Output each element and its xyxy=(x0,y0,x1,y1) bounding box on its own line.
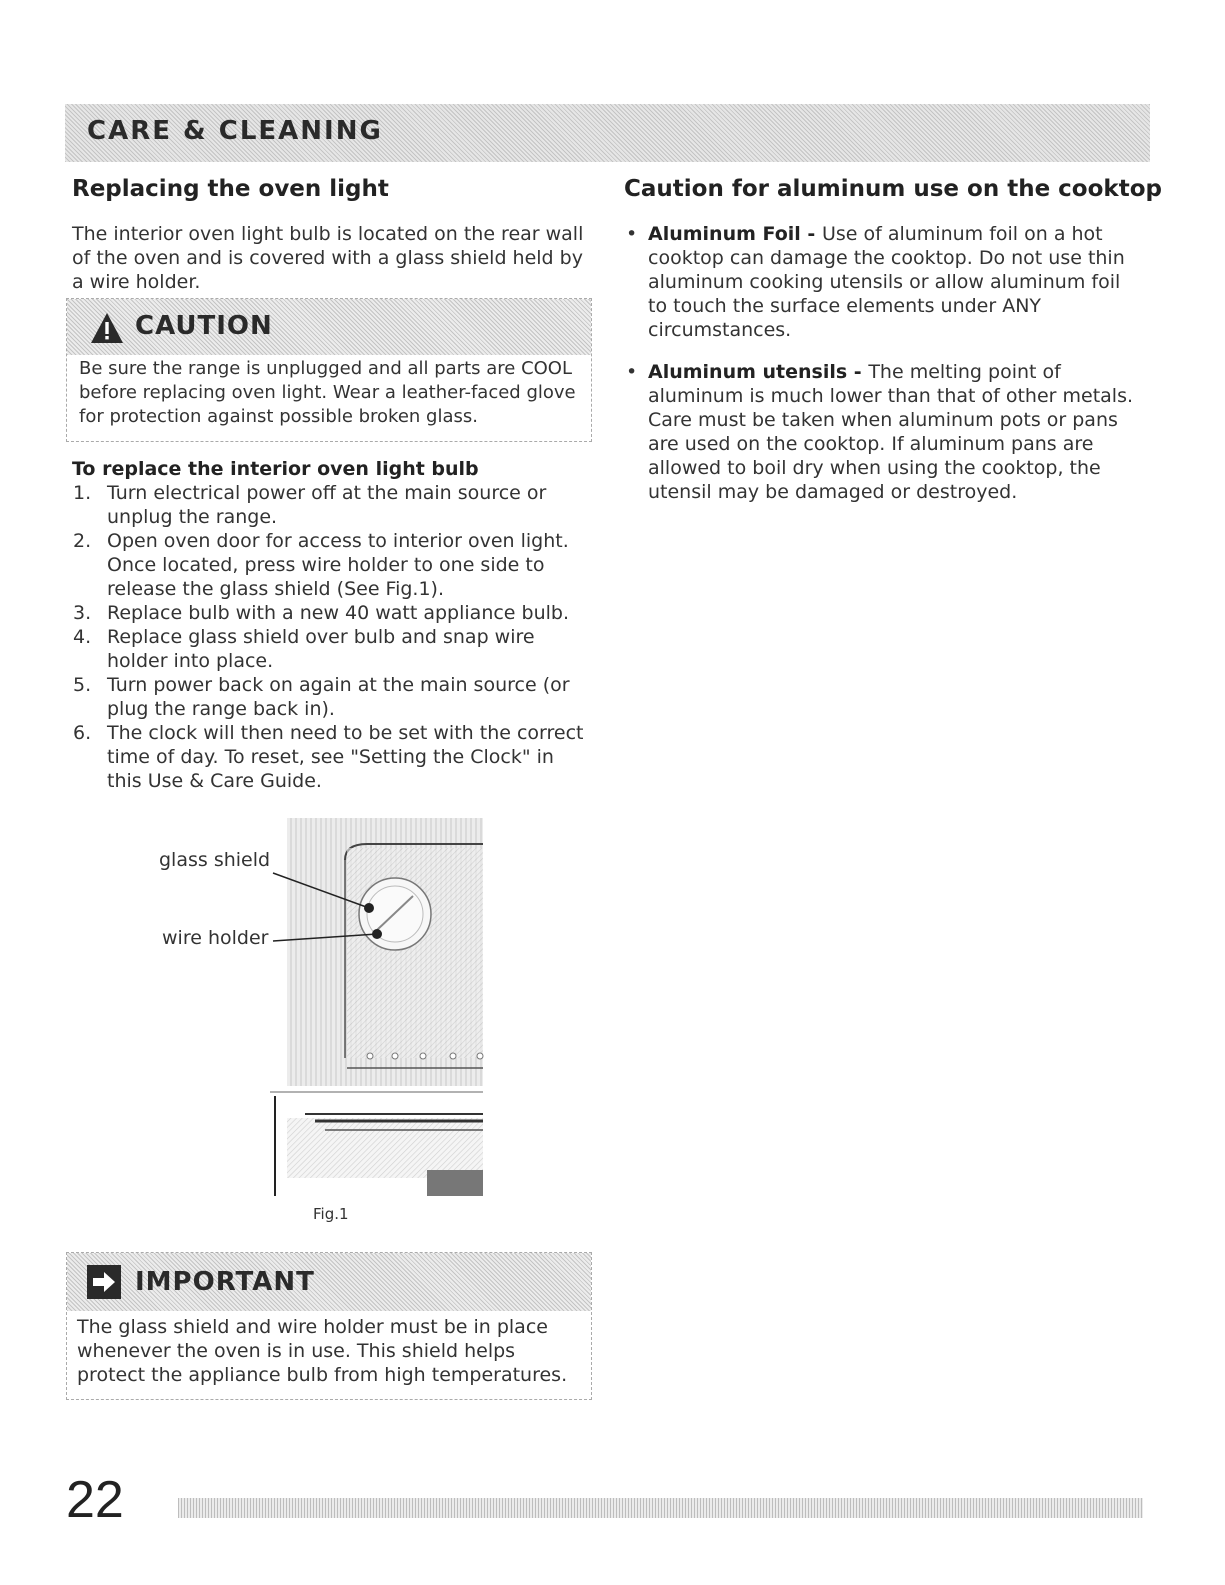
heading-replacing-oven-light: Replacing the oven light xyxy=(72,176,389,202)
caution-box xyxy=(66,298,592,442)
caution-title: CAUTION xyxy=(135,311,273,341)
aluminum-bullets xyxy=(624,222,1144,522)
page-number: 22 xyxy=(66,1471,124,1529)
step-item: 6. The clock will then need to be set with the correct time of day. To reset, see "Setting the Clock" in this Use & Care Guide. xyxy=(73,722,584,792)
bullet-aluminum-foil: • Aluminum Foil - Use of aluminum foil on a hot cooktop can damage the cooktop. Do not use thin aluminum cooking utensils or allow aluminum foil to touch the surface elements under ANY circumstances. xyxy=(624,222,1144,342)
warning-triangle-icon xyxy=(89,311,125,345)
step-item: 2. Open oven door for access to interior oven light. Once located, press wire holder to one side to release the glass shield (See Fig.1). xyxy=(73,530,569,600)
footer-bar xyxy=(178,1498,1143,1518)
step-item: 5. Turn power back on again at the main source (or plug the range back in). xyxy=(73,674,570,720)
subheading-replace-bulb: To replace the interior oven light bulb xyxy=(72,458,479,480)
step-item: 3. Replace bulb with a new 40 watt appliance bulb. xyxy=(73,602,570,624)
steps-list xyxy=(73,481,588,793)
important-header xyxy=(67,1253,591,1311)
section-title: CARE & CLEANING xyxy=(87,116,383,146)
heading-aluminum-caution: Caution for aluminum use on the cooktop xyxy=(624,176,1162,202)
caution-header xyxy=(67,299,591,355)
arrow-right-icon xyxy=(87,1265,121,1299)
step-item: 4. Replace glass shield over bulb and snap wire holder into place. xyxy=(73,626,535,672)
important-title: IMPORTANT xyxy=(135,1267,315,1297)
figure-caption: Fig.1 xyxy=(313,1205,349,1223)
important-text: The glass shield and wire holder must be in place whenever the oven is in use. This shield helps protect the appliance bulb from high temperatures. xyxy=(77,1316,568,1386)
step-item: 1. Turn electrical power off at the main source or unplug the range. xyxy=(73,482,547,528)
intro-paragraph: The interior oven light bulb is located on the rear wall of the oven and is covered with a glass shield held by a wire holder. xyxy=(72,223,584,293)
bullet-aluminum-utensils: • Aluminum utensils - The melting point of aluminum is much lower than that of other metals. Care must be taken when aluminum pots or pans are used on the cooktop. If aluminum pans are allowed to boil dry when using the cooktop, the utensil may be damaged or destroyed. xyxy=(624,360,1144,504)
label-glass-shield: glass shield xyxy=(159,849,271,871)
figure-oven-light xyxy=(155,818,495,1198)
important-box xyxy=(66,1252,592,1400)
section-header-band xyxy=(65,104,1150,162)
oven-interior-illustration xyxy=(155,818,495,1198)
label-wire-holder: wire holder xyxy=(162,927,269,949)
caution-text: Be sure the range is unplugged and all parts are COOL before replacing oven light. Wear a leather-faced glove for protection against possible broken glass. xyxy=(79,358,576,427)
